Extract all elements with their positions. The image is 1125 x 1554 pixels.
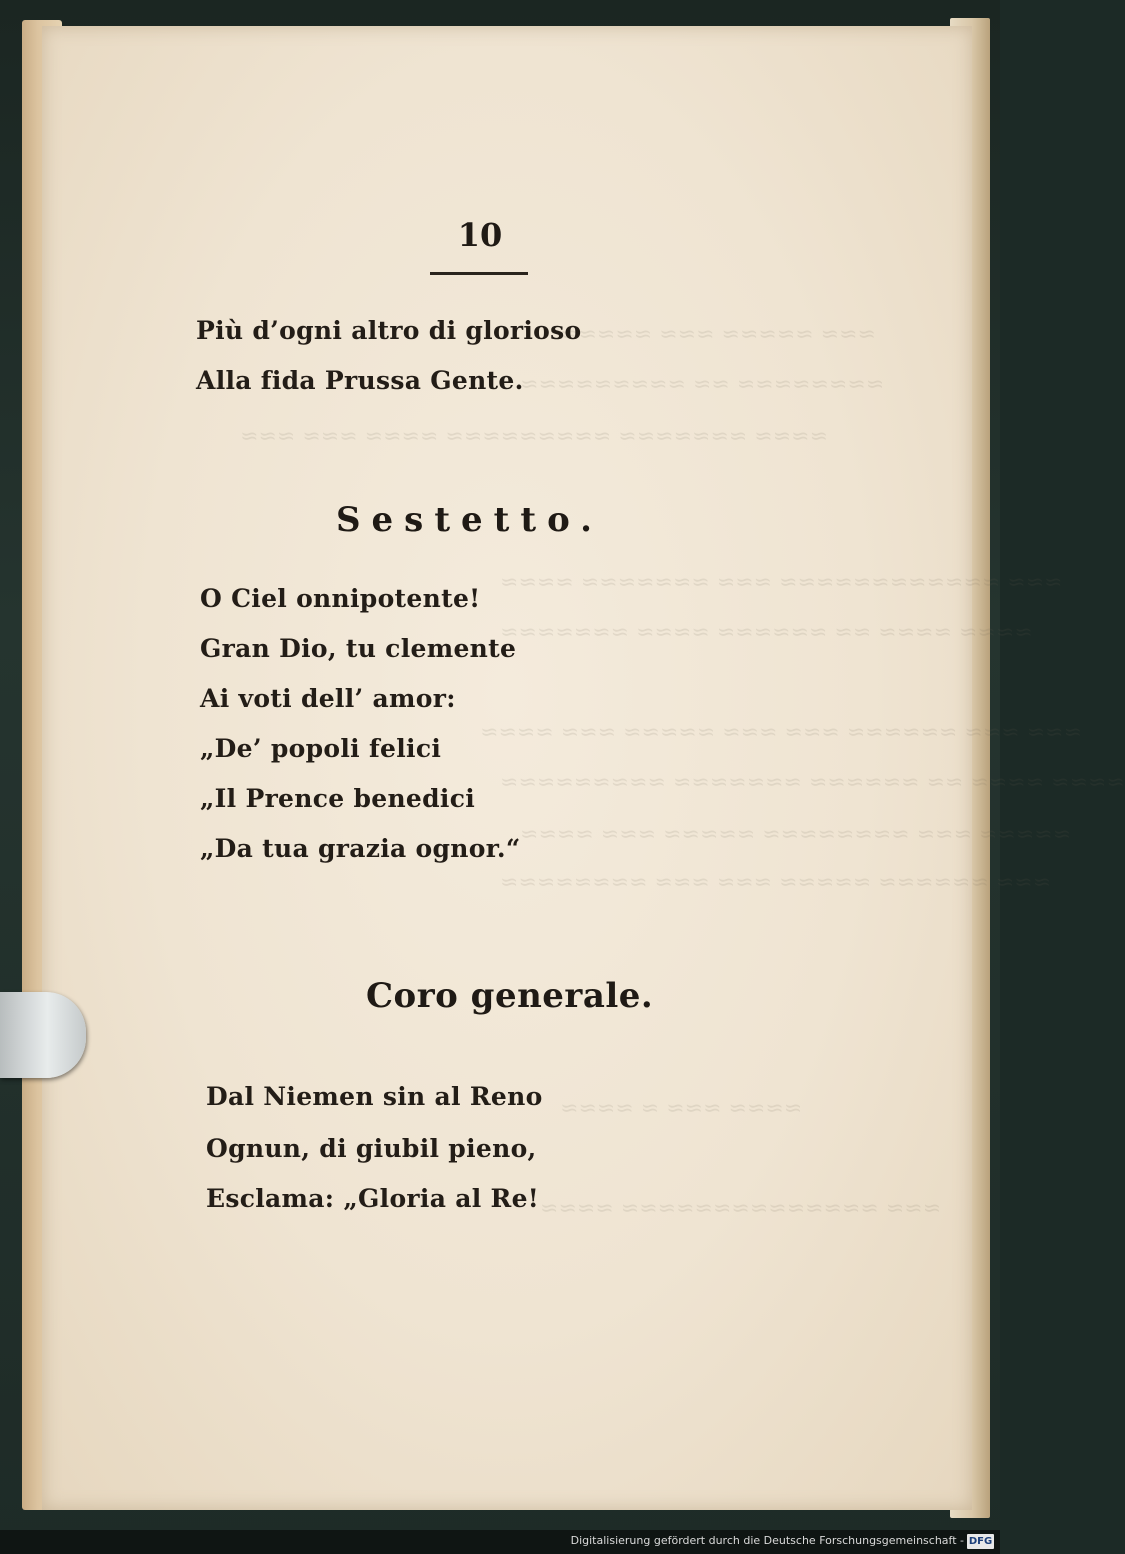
verse-line: Ognun, di giubil pieno,	[206, 1134, 537, 1163]
verse-line: Più d’ogni altro di glorioso	[196, 316, 582, 345]
verse-line: Alla fida Prussa Gente.	[196, 366, 524, 395]
show-through-texture: ≈≈≈≈ ≈≈≈ ≈ ≈≈≈≈	[560, 1096, 803, 1121]
show-through-texture: ≈≈≈ ≈≈≈ ≈≈≈≈≈≈ ≈≈≈ ≈≈≈ ≈≈≈≈≈ ≈≈≈ ≈≈≈≈	[480, 720, 1082, 745]
page-clip	[0, 992, 86, 1078]
show-through-texture: ≈≈≈≈ ≈≈≈≈ ≈≈ ≈≈≈≈≈≈ ≈≈≈≈≈≈≈ ≈≈≈≈≈≈≈≈≈	[500, 770, 1125, 795]
page-number: 10	[457, 216, 503, 254]
show-through-texture: ≈≈≈≈ ≈≈≈≈ ≈≈ ≈≈≈≈≈≈ ≈≈≈≈ ≈≈≈≈≈≈≈	[500, 620, 1033, 645]
show-through-texture: ≈≈≈≈≈ ≈≈≈ ≈≈≈≈≈≈≈≈ ≈≈≈≈≈ ≈≈≈ ≈≈≈≈	[520, 822, 1072, 847]
show-through-texture: ≈≈≈≈≈≈≈≈ ≈≈ ≈≈≈≈≈≈≈≈≈	[520, 372, 885, 397]
show-through-texture: ≈≈≈ ≈≈≈≈≈ ≈≈≈ ≈≈≈≈≈	[560, 322, 876, 347]
digitization-credit: Digitalisierung gefördert durch die Deutsche Forschungsgemeinschaft -	[570, 1534, 964, 1547]
verse-line: „Il Prence benedici	[200, 784, 476, 813]
section-heading-coro: Coro generale.	[366, 976, 654, 1016]
verse-line: Gran Dio, tu clemente	[200, 634, 517, 663]
verse-line: „De’ popoli felici	[200, 734, 442, 763]
dfg-logo: DFG	[968, 1536, 993, 1547]
show-through-texture: ≈≈≈≈ ≈≈≈≈≈≈≈ ≈≈≈≈≈≈≈≈≈ ≈≈≈≈ ≈≈≈ ≈≈≈	[240, 424, 828, 449]
verse-line: Esclama: „Gloria al Re!	[206, 1184, 540, 1213]
show-through-texture: ≈≈≈ ≈≈≈≈≈≈≈≈≈≈≈≈≈≈ ≈≈≈≈	[540, 1196, 942, 1221]
header-rule	[430, 272, 528, 275]
show-through-texture: ≈≈≈ ≈≈≈≈≈≈≈≈≈≈≈≈ ≈≈≈ ≈≈≈≈≈≈≈ ≈≈≈≈	[500, 570, 1063, 595]
verse-line: „Da tua grazia ognor.“	[200, 834, 521, 863]
verse-line: Dal Niemen sin al Reno	[206, 1082, 543, 1111]
verse-line: Ai voti dell’ amor:	[200, 684, 456, 713]
section-heading-sestetto: Sestetto.	[336, 500, 603, 540]
verse-line: O Ciel onnipotente!	[200, 584, 481, 613]
show-through-texture: ≈≈≈ ≈≈≈≈≈≈ ≈≈≈≈≈ ≈≈≈ ≈≈≈ ≈≈≈≈≈≈≈≈	[500, 870, 1052, 895]
